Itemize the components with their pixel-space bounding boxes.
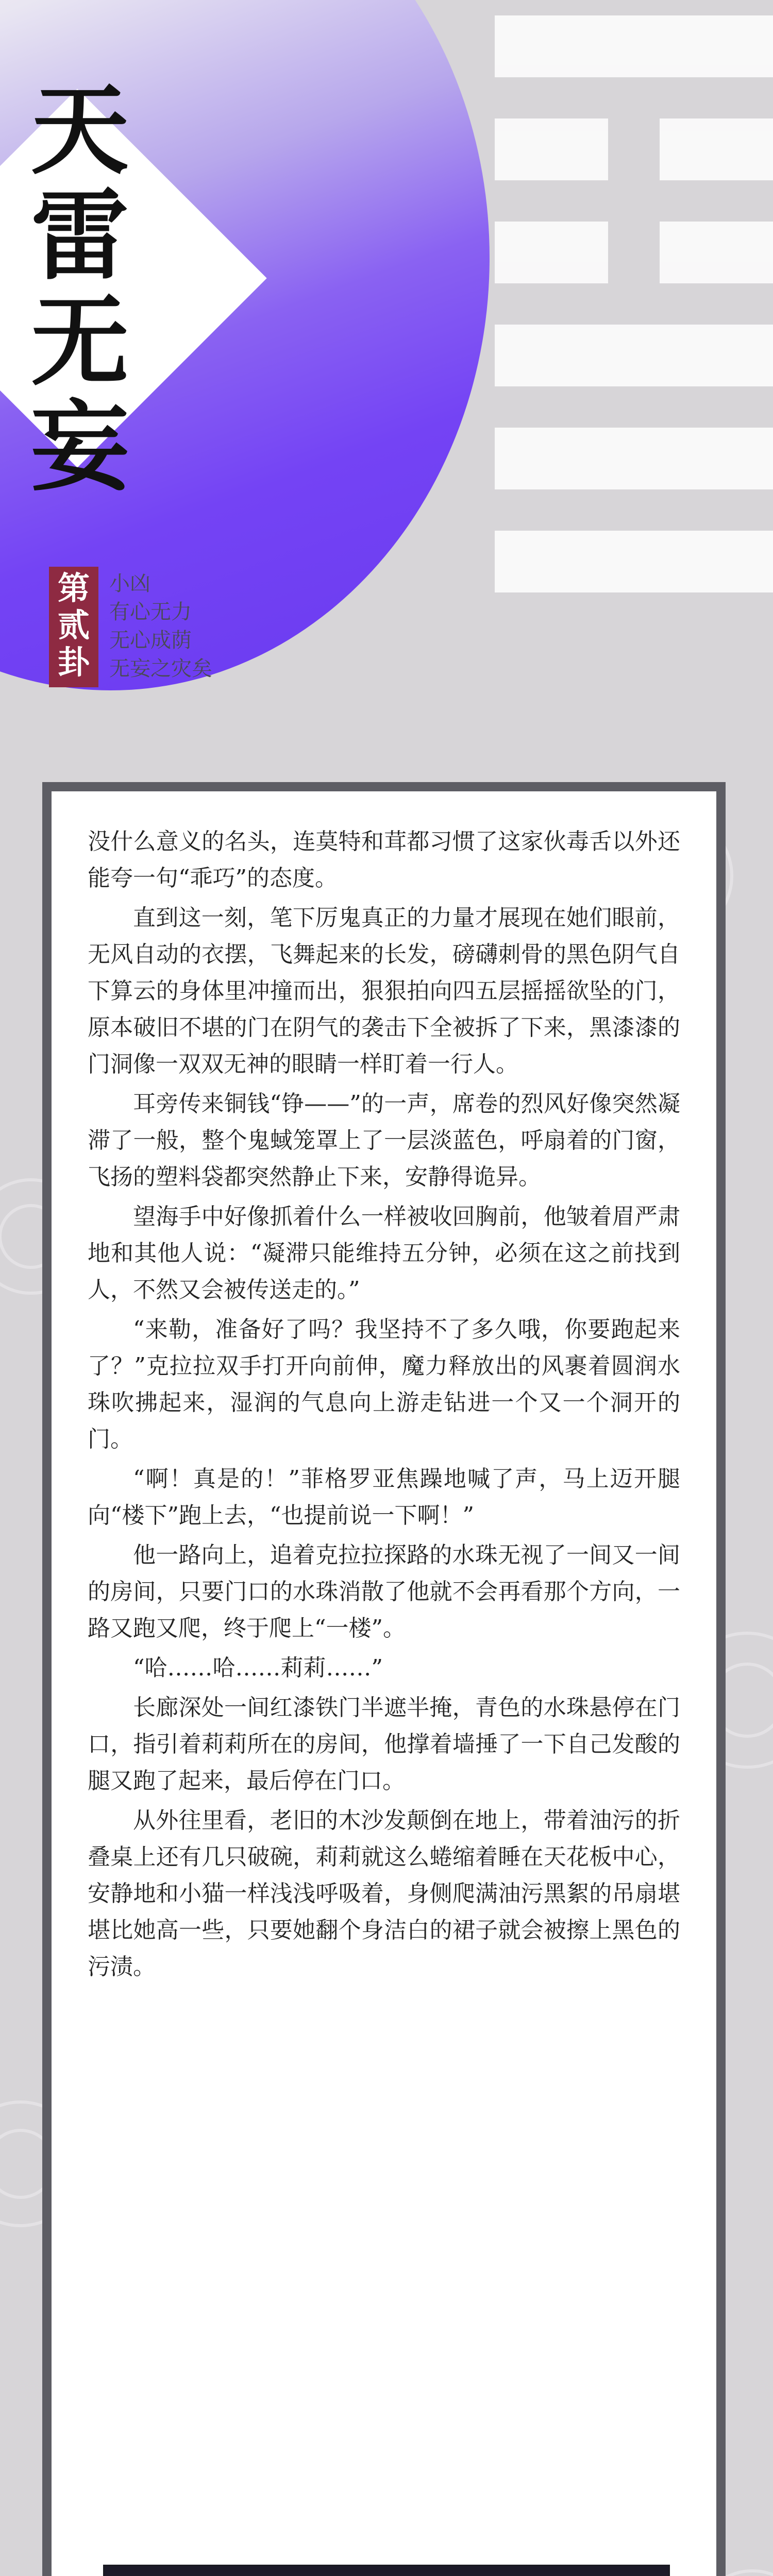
story-illustration (103, 2565, 670, 2576)
story-paragraph: 从外往里看，老旧的木沙发颠倒在地上，带着油污的折叠桌上还有几只破碗，莉莉就这么蜷缩着睡在天花板中心，安静地和小猫一样浅浅呼吸着，身侧爬满油污黑絮的吊扇堪堪比她高一些，只要她翻个身洁白的裙子就会被擦上黑色的污渍。 (88, 1807, 680, 1980)
story-paragraph: 没什么意义的名头，连莫特和茸都习惯了这家伙毒舌以外还能夸一句“乖巧”的态度。 (88, 828, 680, 891)
divination-line: 小凶 (109, 572, 150, 596)
divination-line: 有心无力 (109, 600, 192, 624)
title-char: 雷 (31, 178, 127, 293)
story-paragraph: 直到这一刻，笔下厉鬼真正的力量才展现在她们眼前，无风自动的衣摆，飞舞起来的长发，磅礴刺骨的黑色阴气自下算云的身体里冲撞而出，狠狠拍向四五层摇摇欲坠的门，原本破旧不堪的门在阴气的袭击下全被拆了下来，黑漆漆的门洞像一双双无神的眼睛一样盯着一行人。 (88, 905, 680, 1077)
divination-line: 无妄之灾矣 (109, 657, 212, 681)
story-paragraph: 长廊深处一间红漆铁门半遮半掩，青色的水珠悬停在门口，指引着莉莉所在的房间，他撑着墙捶了一下自己发酸的腿又跑了起来，最后停在门口。 (88, 1694, 680, 1794)
title-char: 无 (31, 284, 127, 399)
story-text-upper (88, 823, 680, 1988)
story-paragraph: 他一路向上，追着克拉拉探路的水珠无视了一间又一间的房间，只要门口的水珠消散了他就不会再看那个方向，一路又跑又爬，终于爬上“一楼”。 (88, 1542, 680, 1641)
chapter-seal (49, 567, 98, 687)
seal-char: 贰 (57, 606, 90, 644)
story-paragraph: “啊！真是的！”菲格罗亚焦躁地喊了声，马上迈开腿向“楼下”跑上去，“也提前说一下啊！” (88, 1466, 680, 1529)
story-paragraph: 望海手中好像抓着什么一样被收回胸前，他皱着眉严肃地和其他人说：“凝滞只能维持五分钟，必须在这之前找到人，不然又会被传送走的。” (88, 1204, 680, 1303)
title-char: 天 (31, 73, 127, 188)
chapter-header (0, 0, 773, 762)
story-paragraph: “哈……哈……莉莉……” (133, 1655, 383, 1681)
seal-char: 第 (57, 569, 90, 607)
divination-text (109, 570, 212, 683)
seal-char: 卦 (57, 643, 90, 681)
sleeping-girl-illustration (105, 2566, 668, 2576)
divination-line: 无心成荫 (109, 629, 192, 652)
hexagram-lines (495, 0, 773, 665)
title-char: 妄 (31, 389, 127, 504)
chapter-title (31, 73, 155, 504)
story-paragraph: “来勒，准备好了吗？我坚持不了多久哦，你要跑起来了？”克拉拉双手打开向前伸，魔力释放出的风裹着圆润水珠吹拂起来，湿润的气息向上游走钻进一个又一个洞开的门。 (88, 1316, 680, 1452)
story-paragraph: 耳旁传来铜钱“铮——”的一声，席卷的烈风好像突然凝滞了一般，整个鬼蜮笼罩上了一层淡蓝色，呼扇着的门窗，飞扬的塑料袋都突然静止下来，安静得诡异。 (88, 1091, 680, 1190)
